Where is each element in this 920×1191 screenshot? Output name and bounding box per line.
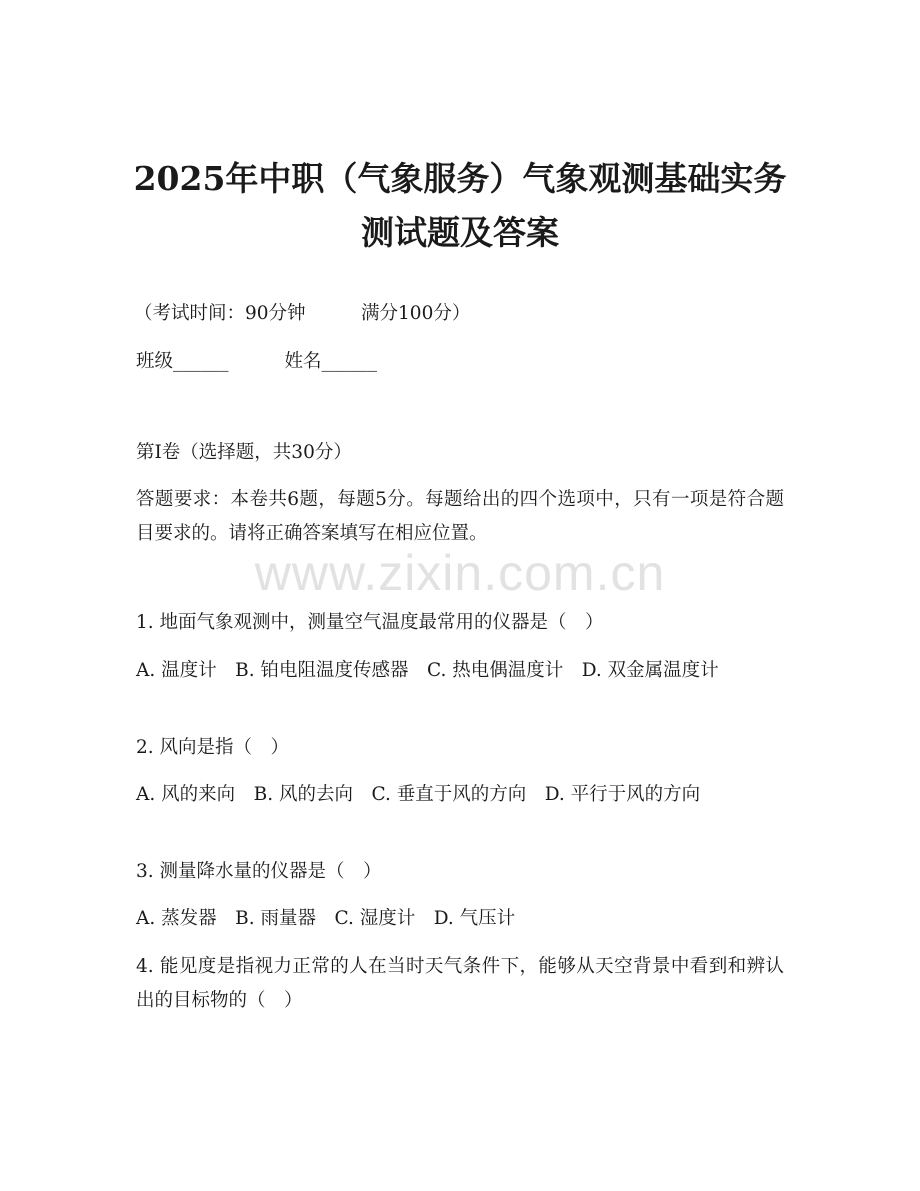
title-line-2: 测试题及答案 bbox=[361, 213, 559, 252]
class-field: 班级______ bbox=[136, 351, 229, 372]
question-4-stem: 4. 能见度是指视力正常的人在当时天气条件下，能够从天空背景中看到和辨认出的目标物的（ ） bbox=[136, 956, 784, 1011]
document-title bbox=[80, 152, 840, 260]
name-field: 姓名______ bbox=[284, 351, 378, 372]
title-line-1: 2025年中职（气象服务）气象观测基础实务 bbox=[133, 159, 787, 198]
question-2-options: A. 风的来向 B. 风的去向 C. 垂直于风的方向 D. 平行于风的方向 bbox=[136, 784, 701, 805]
watermark: www.zixin.com.cn bbox=[254, 545, 666, 601]
question-2-stem: 2. 风向是指（ ） bbox=[136, 737, 290, 758]
student-info-row bbox=[136, 345, 377, 379]
question-1-options: A. 温度计 B. 铂电阻温度传感器 C. 热电偶温度计 D. 双金属温度计 bbox=[136, 660, 719, 681]
exam-info: （考试时间：90分钟 满分100分） bbox=[134, 303, 471, 324]
question-3-options: A. 蒸发器 B. 雨量器 C. 湿度计 D. 气压计 bbox=[136, 908, 516, 929]
question-1-stem: 1. 地面气象观测中，测量空气温度最常用的仪器是（ ） bbox=[136, 612, 604, 633]
section-heading: 第I卷（选择题，共30分） bbox=[136, 442, 352, 463]
instructions: 答题要求：本卷共6题，每题5分。每题给出的四个选项中，只有一项是符合题目要求的。请将正确答案填写在相应位置。 bbox=[136, 489, 784, 544]
question-3-stem: 3. 测量降水量的仪器是（ ） bbox=[136, 861, 382, 882]
